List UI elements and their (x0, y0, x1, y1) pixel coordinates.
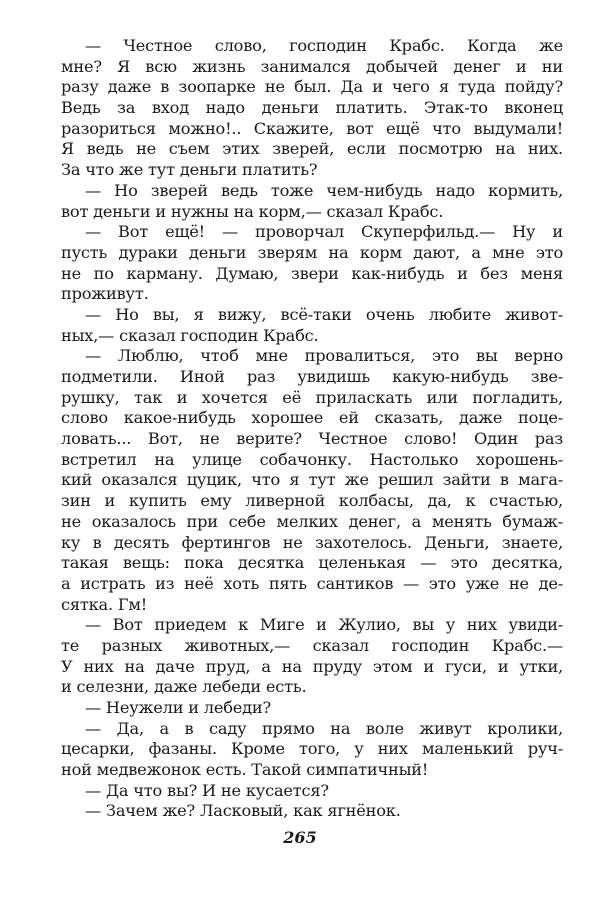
text-line: Я ведь не съем этих зверей, если посмотрю на них. (61, 139, 563, 159)
book-page-text (61, 36, 563, 822)
text-line: те разных животных,— сказал господин Крабс.— (61, 635, 563, 655)
text-line: мне? Я всю жизнь занимался добычей денег и ни (61, 56, 563, 76)
text-line: такая вещь: пока десятка целенькая — это десятка, (61, 553, 563, 573)
text-line: У них на даче пруд, а на пруду этом и гуси, и утки, (61, 656, 563, 676)
text-line: не по карману. Думаю, звери как-нибудь и без меня (61, 263, 563, 283)
text-line: — Да, а в саду прямо на воле живут кролики, (85, 718, 563, 738)
text-line: кий оказался цуцик, что я тут же решил зайти в мага- (61, 470, 563, 490)
page-number: 265 (283, 828, 317, 847)
text-line: рушку, так и хочется её приласкать или погладить, (61, 387, 563, 407)
text-line: разориться можно!.. Скажите, вот ещё что выдумали! (61, 118, 563, 138)
text-line: подметили. Иной раз увидишь какую-нибудь зве- (61, 367, 563, 386)
text-line: — Неужели и лебеди? (85, 698, 272, 717)
text-line: — Зачем же? Ласковый, как ягнёнок. (85, 801, 401, 821)
text-line: — Да что вы? И не кусается? (85, 780, 329, 800)
text-line: Ведь за вход надо деньги платить. Этак-то вконец (61, 98, 563, 118)
text-line: ной медвежонок есть. Такой симпатичный! (61, 760, 429, 780)
text-line: сятка. Гм! (61, 594, 148, 614)
text-line: — Вот приедем к Миге и Жулио, вы у них увиди- (85, 615, 563, 635)
text-line: цесарки, фазаны. Кроме того, у них маленький руч- (61, 739, 563, 759)
text-line: встретил на улице собачонку. Настолько хорошень- (61, 449, 563, 469)
text-line: и селезни, даже лебеди есть. (61, 677, 307, 697)
text-line: разу даже в зоопарке не был. Да и чего я туда пойду? (61, 77, 563, 97)
text-line: пусть дураки деньги зверям на корм дают, а мне это (61, 242, 563, 262)
text-line: — Но вы, я вижу, всё-таки очень любите живот- (85, 304, 563, 324)
text-line: — Честное слово, господин Крабс. Когда же (85, 36, 563, 55)
text-line: ловать... Вот, не верите? Честное слово! Один раз (61, 429, 563, 449)
text-line: — Вот ещё! — проворчал Скуперфильд.— Ну и (85, 222, 563, 242)
text-line: проживут. (61, 284, 149, 304)
text-line: зин и купить ему ливерной колбасы, да, к счастью, (61, 491, 563, 511)
text-line: слово какое-нибудь хорошее ей сказать, даже поце- (61, 408, 563, 428)
text-line: а истрать из неё хоть пять сантиков — это уже не де- (61, 573, 563, 593)
text-line: вот деньги и нужны на корм,— сказал Крабс. (61, 201, 444, 221)
text-line: — Люблю, чтоб мне провалиться, это вы верно (85, 346, 563, 366)
text-line: ку в десять фертингов не захотелось. Деньги, знаете, (61, 532, 563, 552)
text-line: За что же тут деньги платить? (61, 160, 318, 180)
text-line: не оказалось при себе мелких денег, а менять бумаж- (61, 511, 563, 531)
text-line: — Но зверей ведь тоже чем-нибудь надо кормить, (85, 180, 563, 200)
text-line: ных,— сказал господин Крабс. (61, 325, 319, 345)
